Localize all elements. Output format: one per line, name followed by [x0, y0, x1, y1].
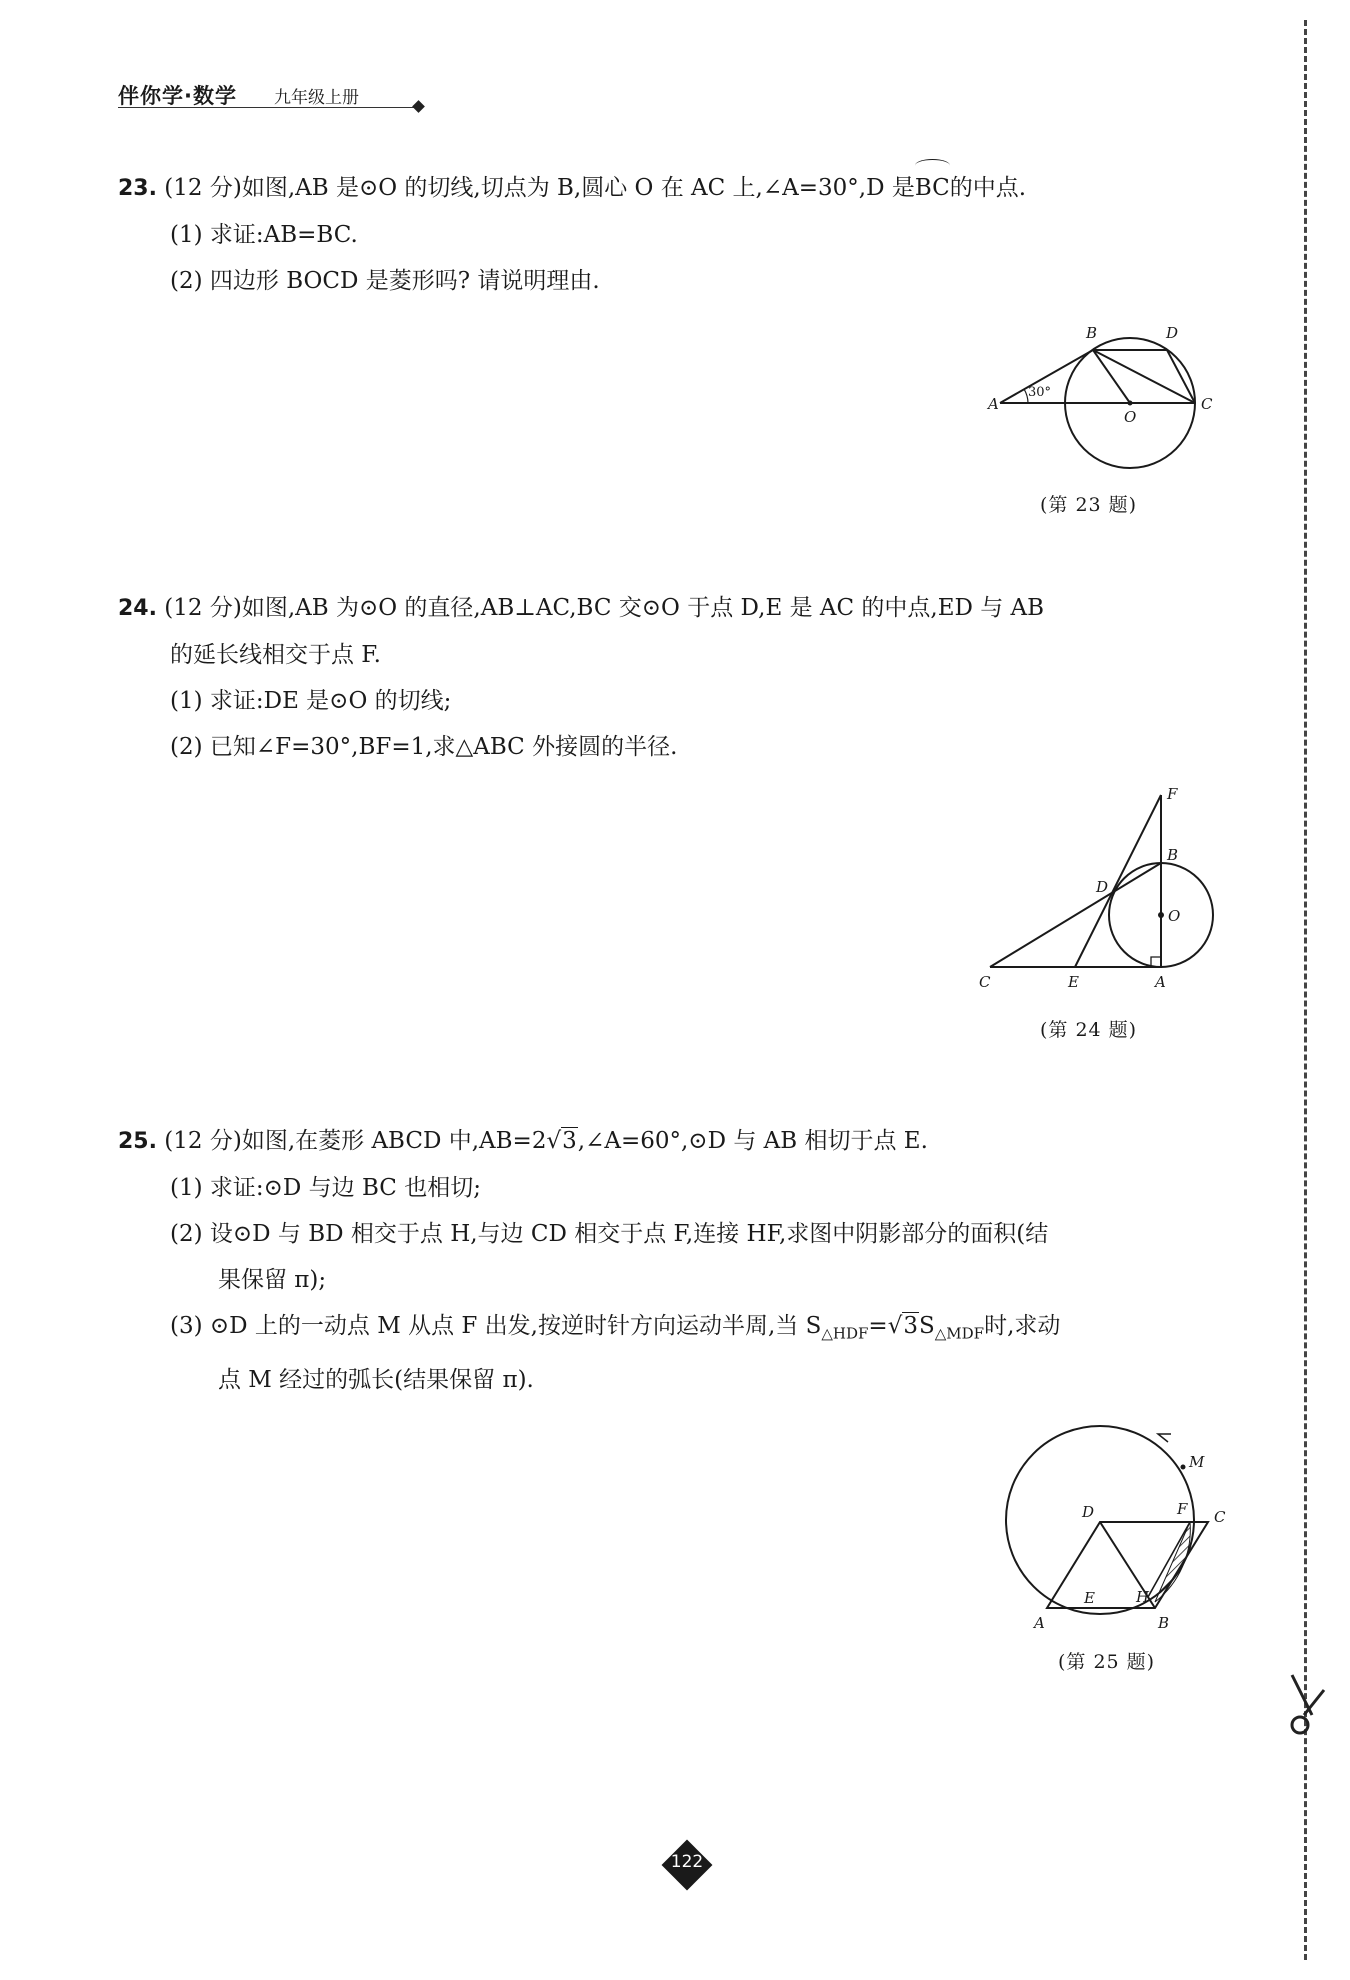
label-f: F: [1167, 785, 1178, 803]
q25-sqrt-3b: 3: [903, 1313, 918, 1339]
figure-23: [980, 315, 1240, 475]
q25-sub-hdf: △HDF: [821, 1324, 869, 1343]
q25-part2-line1: (2) 设⊙D 与 BD 相交于点 H,与边 CD 相交于点 F,连接 HF,求图中阴影部分的面积(结: [170, 1221, 1049, 1247]
caption-23: (第 23 题): [1040, 494, 1138, 516]
q24-stem-line2: 的延长线相交于点 F.: [170, 642, 381, 668]
segment-ef: [1075, 795, 1161, 967]
label-d: D: [1096, 878, 1109, 896]
q23-arc-bc: BC: [915, 165, 950, 211]
q24-part2: (2) 已知∠F=30°,BF=1,求△ABC 外接圆的半径.: [170, 734, 678, 760]
label-a: A: [988, 395, 999, 413]
label-d: D: [1166, 324, 1179, 342]
figure-24: [975, 785, 1235, 1005]
q25-part2-line2: 果保留 π);: [218, 1267, 327, 1293]
center-o: [1158, 912, 1164, 918]
caption-24: (第 24 题): [1040, 1019, 1138, 1041]
q25-s: S: [919, 1313, 935, 1339]
segment-cb: [990, 863, 1161, 967]
book-brand: 伴你学·数学: [118, 84, 237, 108]
header-rule: [118, 107, 418, 108]
q24-number: 24.: [118, 596, 157, 621]
caption-25: (第 25 题): [1058, 1651, 1156, 1673]
page-number-badge: [662, 1840, 712, 1890]
label-f: F: [1177, 1500, 1188, 1518]
q23-stem-b: 的中点.: [949, 175, 1027, 201]
page-number: 122: [670, 1852, 704, 1872]
q25-part1: (1) 求证:⊙D 与边 BC 也相切;: [170, 1175, 481, 1201]
q25-sub-mdf: △MDF: [934, 1324, 985, 1343]
label-a: A: [1034, 1614, 1045, 1632]
label-b: B: [1167, 846, 1179, 864]
q25-sqrt-3: 3: [562, 1128, 577, 1154]
arrow-icon: [1158, 1434, 1171, 1442]
label-c: C: [1214, 1508, 1226, 1526]
q23-part1: (1) 求证:AB=BC.: [170, 222, 358, 248]
page-header: [118, 80, 428, 112]
q25-part3-line2: 点 M 经过的弧长(结果保留 π).: [218, 1366, 534, 1393]
label-e: E: [1068, 973, 1079, 991]
header-diamond: [412, 100, 425, 113]
label-b: B: [1158, 1614, 1170, 1632]
question-24: [118, 585, 1044, 770]
segments-ca-af: [990, 795, 1161, 967]
q25-equals: =: [868, 1313, 888, 1339]
q24-part1: (1) 求证:DE 是⊙O 的切线;: [170, 688, 452, 714]
grade-label: 九年级上册: [274, 88, 359, 108]
q25-part3-b: 时,求动: [984, 1313, 1061, 1339]
q23-part2: (2) 四边形 BOCD 是菱形吗? 请说明理由.: [170, 268, 600, 294]
label-o: O: [1168, 907, 1181, 925]
scissors-icon: [1282, 1670, 1330, 1740]
q25-part3-a: (3) ⊙D 上的一动点 M 从点 F 出发,按逆时针方向运动半周,当 S: [170, 1313, 822, 1339]
question-23: [118, 165, 1026, 304]
label-c: C: [979, 973, 991, 991]
question-25: 25. (12 分)如图,在菱形 ABCD 中,AB=2√3,∠A=60°,⊙D 与 AB 相切于点 E. (1) 求证:⊙D 与边 BC 也相切; (2) 设⊙D 与 BD 相交于点 H,与边 CD 相交于点 F,连接 HF,求图中阴影部分的面积(结 果保留 π); (3) ⊙D 上的一动点 M 从点 F 出发,按逆时针方向运动半周,当 $S_{\triangle HDF}=√3S_{\triangle MDF}$时,求动 点 M 经过的弧长(结果保留 π).: [118, 1118, 1060, 1403]
label-d: D: [1082, 1503, 1095, 1521]
figure-25: [1000, 1420, 1250, 1640]
label-h: H: [1136, 1588, 1150, 1606]
cut-line: [1304, 20, 1307, 1960]
label-a: A: [1155, 973, 1166, 991]
label-c: C: [1201, 395, 1213, 413]
q23-number: 23.: [118, 176, 157, 201]
q25-number: 25.: [118, 1129, 157, 1154]
label-e: E: [1084, 1589, 1095, 1607]
label-o: O: [1124, 408, 1137, 426]
label-m: M: [1189, 1453, 1205, 1471]
label-angle-30: 30°: [1028, 385, 1052, 400]
center-o: [1128, 401, 1133, 406]
q24-stem-line1: (12 分)如图,AB 为⊙O 的直径,AB⊥AC,BC 交⊙O 于点 D,E 是 AC 的中点,ED 与 AB: [164, 595, 1045, 621]
point-m: [1181, 1465, 1186, 1470]
segment-bo: [1093, 350, 1130, 403]
label-b: B: [1086, 324, 1098, 342]
q25-stem-b: ,∠A=60°,⊙D 与 AB 相切于点 E.: [577, 1128, 928, 1154]
q23-stem-a: (12 分)如图,AB 是⊙O 的切线,切点为 B,圆心 O 在 AC 上,∠A=30°,D 是: [164, 175, 915, 201]
q25-stem-a: (12 分)如图,在菱形 ABCD 中,AB=2: [164, 1128, 547, 1154]
